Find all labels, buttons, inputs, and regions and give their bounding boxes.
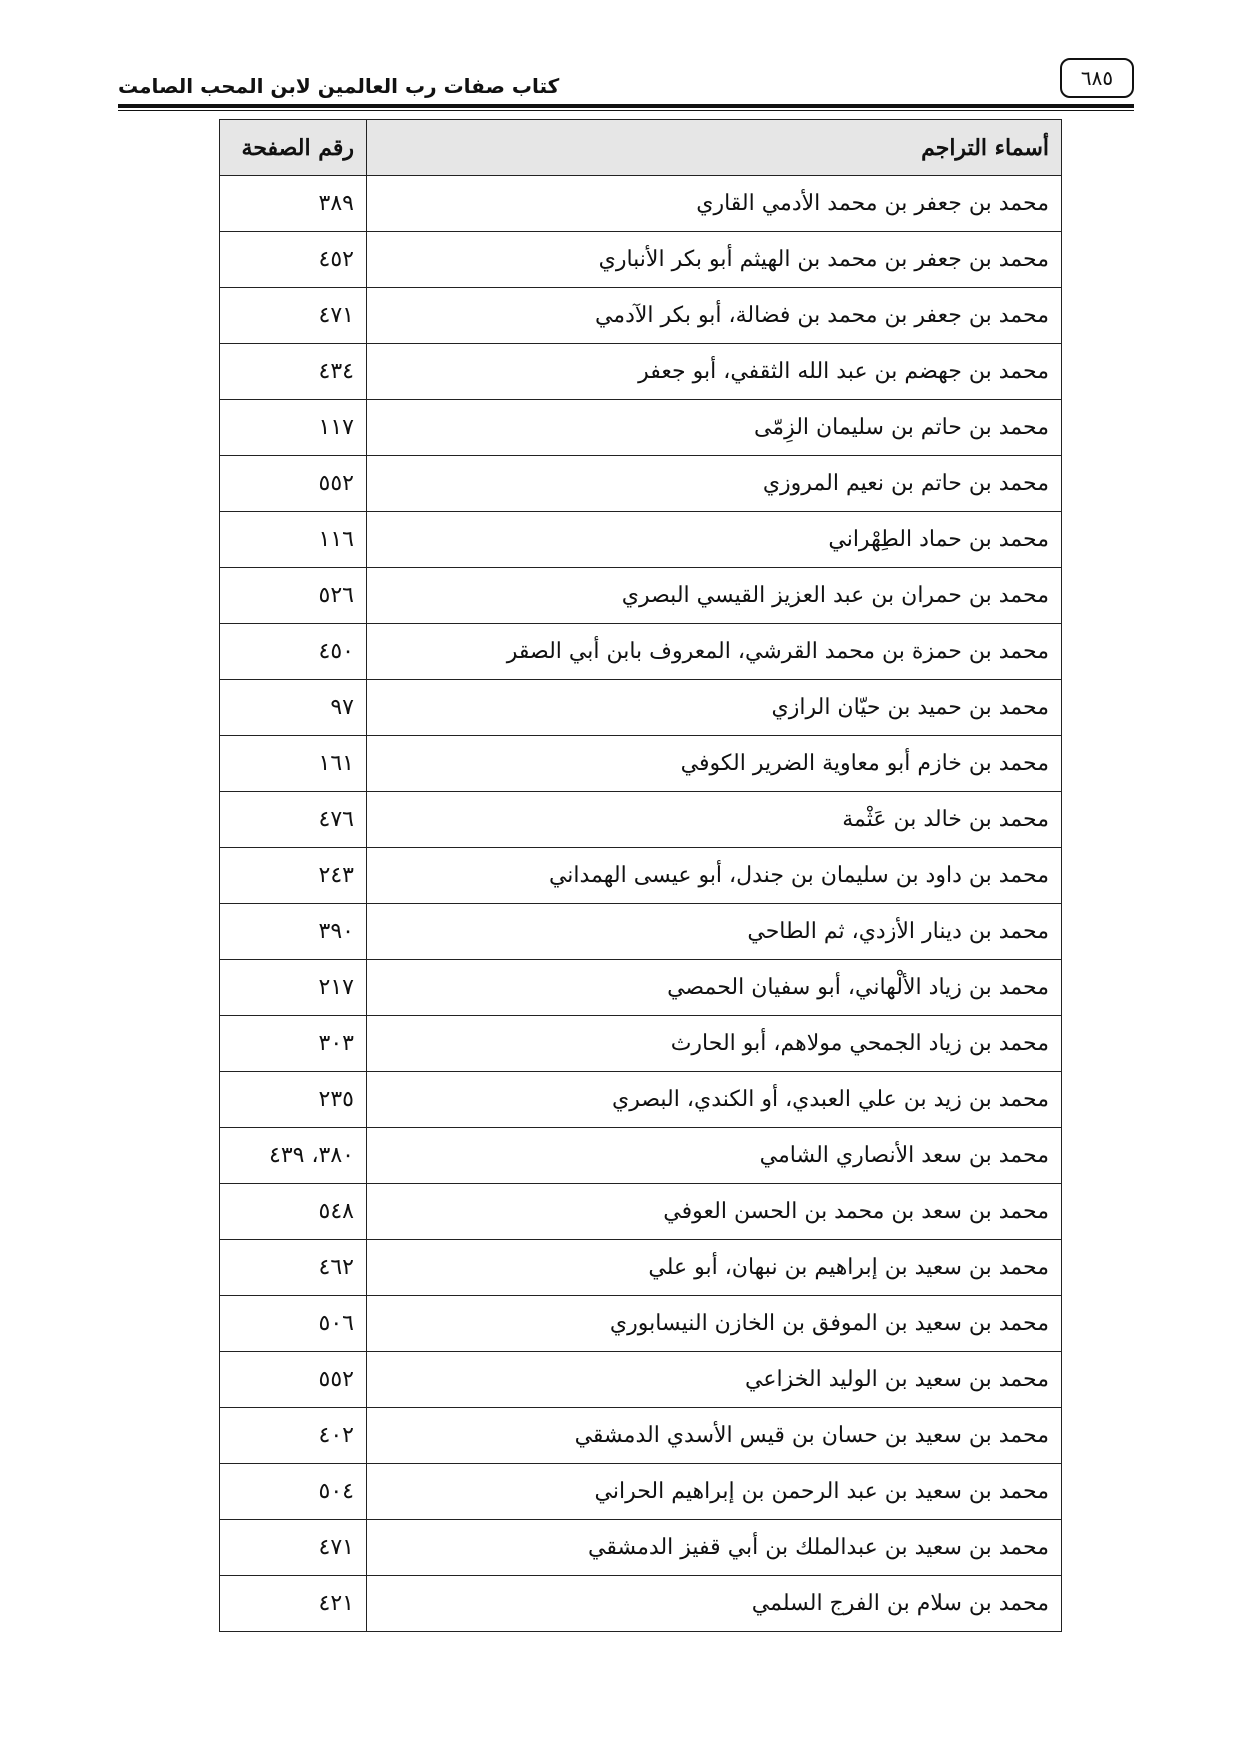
table-row bbox=[220, 456, 1062, 512]
table-header-row bbox=[220, 120, 1062, 176]
page-reference: ٤٥٠ bbox=[220, 624, 367, 680]
biography-name: محمد بن سعيد بن حسان بن قيس الأسدي الدمشقي bbox=[367, 1408, 1062, 1464]
biography-name: محمد بن خالد بن عَثْمة bbox=[367, 792, 1062, 848]
header-rule bbox=[118, 104, 1134, 108]
biography-name: محمد بن سعيد بن عبد الرحمن بن إبراهيم الحراني bbox=[367, 1464, 1062, 1520]
biography-name: محمد بن جهضم بن عبد الله الثقفي، أبو جعفر bbox=[367, 344, 1062, 400]
table-row bbox=[220, 1408, 1062, 1464]
page-reference: ١٦١ bbox=[220, 736, 367, 792]
page-reference: ٤٧٦ bbox=[220, 792, 367, 848]
table-body bbox=[220, 176, 1062, 1632]
page-reference: ٥٤٨ bbox=[220, 1184, 367, 1240]
biography-name: محمد بن زيد بن علي العبدي، أو الكندي، البصري bbox=[367, 1072, 1062, 1128]
page-reference: ٥٠٦ bbox=[220, 1296, 367, 1352]
table-row bbox=[220, 1352, 1062, 1408]
table-row bbox=[220, 904, 1062, 960]
biography-name: محمد بن داود بن سليمان بن جندل، أبو عيسى الهمداني bbox=[367, 848, 1062, 904]
page-reference: ٤٧١ bbox=[220, 288, 367, 344]
table-row bbox=[220, 960, 1062, 1016]
table-row bbox=[220, 512, 1062, 568]
page-reference: ٥٥٢ bbox=[220, 1352, 367, 1408]
page-reference: ١١٧ bbox=[220, 400, 367, 456]
table-row bbox=[220, 232, 1062, 288]
table-row bbox=[220, 344, 1062, 400]
column-header-page: رقم الصفحة bbox=[220, 120, 367, 176]
table-row bbox=[220, 1520, 1062, 1576]
biography-name: محمد بن حمران بن عبد العزيز القيسي البصري bbox=[367, 568, 1062, 624]
page-reference: ٣٨٩ bbox=[220, 176, 367, 232]
table-row bbox=[220, 680, 1062, 736]
column-header-name: أسماء التراجم bbox=[367, 120, 1062, 176]
biography-name: محمد بن سعيد بن عبدالملك بن أبي قفيز الدمشقي bbox=[367, 1520, 1062, 1576]
table-row bbox=[220, 1240, 1062, 1296]
biographies-index-table bbox=[219, 119, 1062, 1632]
page-reference: ١١٦ bbox=[220, 512, 367, 568]
table-row bbox=[220, 1016, 1062, 1072]
biography-name: محمد بن حماد الطِهْراني bbox=[367, 512, 1062, 568]
table-row bbox=[220, 176, 1062, 232]
table-row bbox=[220, 1464, 1062, 1520]
table-row bbox=[220, 568, 1062, 624]
biography-name: محمد بن سعيد بن إبراهيم بن نبهان، أبو علي bbox=[367, 1240, 1062, 1296]
biography-name: محمد بن سلام بن الفرج السلمي bbox=[367, 1576, 1062, 1632]
page-reference: ٤٧١ bbox=[220, 1520, 367, 1576]
biography-name: محمد بن حميد بن حيّان الرازي bbox=[367, 680, 1062, 736]
page-reference: ٤٣٤ bbox=[220, 344, 367, 400]
page-reference: ٩٧ bbox=[220, 680, 367, 736]
biography-name: محمد بن جعفر بن محمد الأدمي القاري bbox=[367, 176, 1062, 232]
page-reference: ٤٠٢ bbox=[220, 1408, 367, 1464]
page-reference: ٤٦٢ bbox=[220, 1240, 367, 1296]
table-row bbox=[220, 400, 1062, 456]
table-row bbox=[220, 288, 1062, 344]
page-reference: ٢٤٣ bbox=[220, 848, 367, 904]
biography-name: محمد بن حاتم بن سليمان الزِمّى bbox=[367, 400, 1062, 456]
page-reference: ٥٢٦ bbox=[220, 568, 367, 624]
table-row bbox=[220, 1128, 1062, 1184]
page-reference: ٢١٧ bbox=[220, 960, 367, 1016]
table-row bbox=[220, 736, 1062, 792]
biography-name: محمد بن سعد بن محمد بن الحسن العوفي bbox=[367, 1184, 1062, 1240]
biography-name: محمد بن جعفر بن محمد بن الهيثم أبو بكر الأنباري bbox=[367, 232, 1062, 288]
table-row bbox=[220, 792, 1062, 848]
table-row bbox=[220, 848, 1062, 904]
biography-name: محمد بن جعفر بن محمد بن فضالة، أبو بكر الآدمي bbox=[367, 288, 1062, 344]
page-number: ٦٨٥ bbox=[1060, 58, 1134, 98]
page-reference: ٥٥٢ bbox=[220, 456, 367, 512]
table-row bbox=[220, 1184, 1062, 1240]
table-row bbox=[220, 624, 1062, 680]
biography-name: محمد بن سعد الأنصاري الشامي bbox=[367, 1128, 1062, 1184]
book-title: كتاب صفات رب العالمين لابن المحب الصامت bbox=[118, 74, 560, 98]
biography-name: محمد بن زياد الجمحي مولاهم، أبو الحارث bbox=[367, 1016, 1062, 1072]
biography-name: محمد بن خازم أبو معاوية الضرير الكوفي bbox=[367, 736, 1062, 792]
page-reference: ٢٣٥ bbox=[220, 1072, 367, 1128]
page-reference: ٥٠٤ bbox=[220, 1464, 367, 1520]
page-reference: ٤٢١ bbox=[220, 1576, 367, 1632]
biography-name: محمد بن دينار الأزدي، ثم الطاحي bbox=[367, 904, 1062, 960]
page-header bbox=[118, 56, 1134, 110]
table-row bbox=[220, 1296, 1062, 1352]
biography-name: محمد بن زياد الألْهاني، أبو سفيان الحمصي bbox=[367, 960, 1062, 1016]
page-reference: ٣٩٠ bbox=[220, 904, 367, 960]
table-row bbox=[220, 1072, 1062, 1128]
biography-name: محمد بن حاتم بن نعيم المروزي bbox=[367, 456, 1062, 512]
biography-name: محمد بن حمزة بن محمد القرشي، المعروف بابن أبي الصقر bbox=[367, 624, 1062, 680]
page-reference: ٤٥٢ bbox=[220, 232, 367, 288]
biography-name: محمد بن سعيد بن الوليد الخزاعي bbox=[367, 1352, 1062, 1408]
table-row bbox=[220, 1576, 1062, 1632]
biography-name: محمد بن سعيد بن الموفق بن الخازن النيسابوري bbox=[367, 1296, 1062, 1352]
page-reference: ٣٠٣ bbox=[220, 1016, 367, 1072]
header-rule-thin bbox=[118, 110, 1134, 111]
page-reference: ٣٨٠، ٤٣٩ bbox=[220, 1128, 367, 1184]
